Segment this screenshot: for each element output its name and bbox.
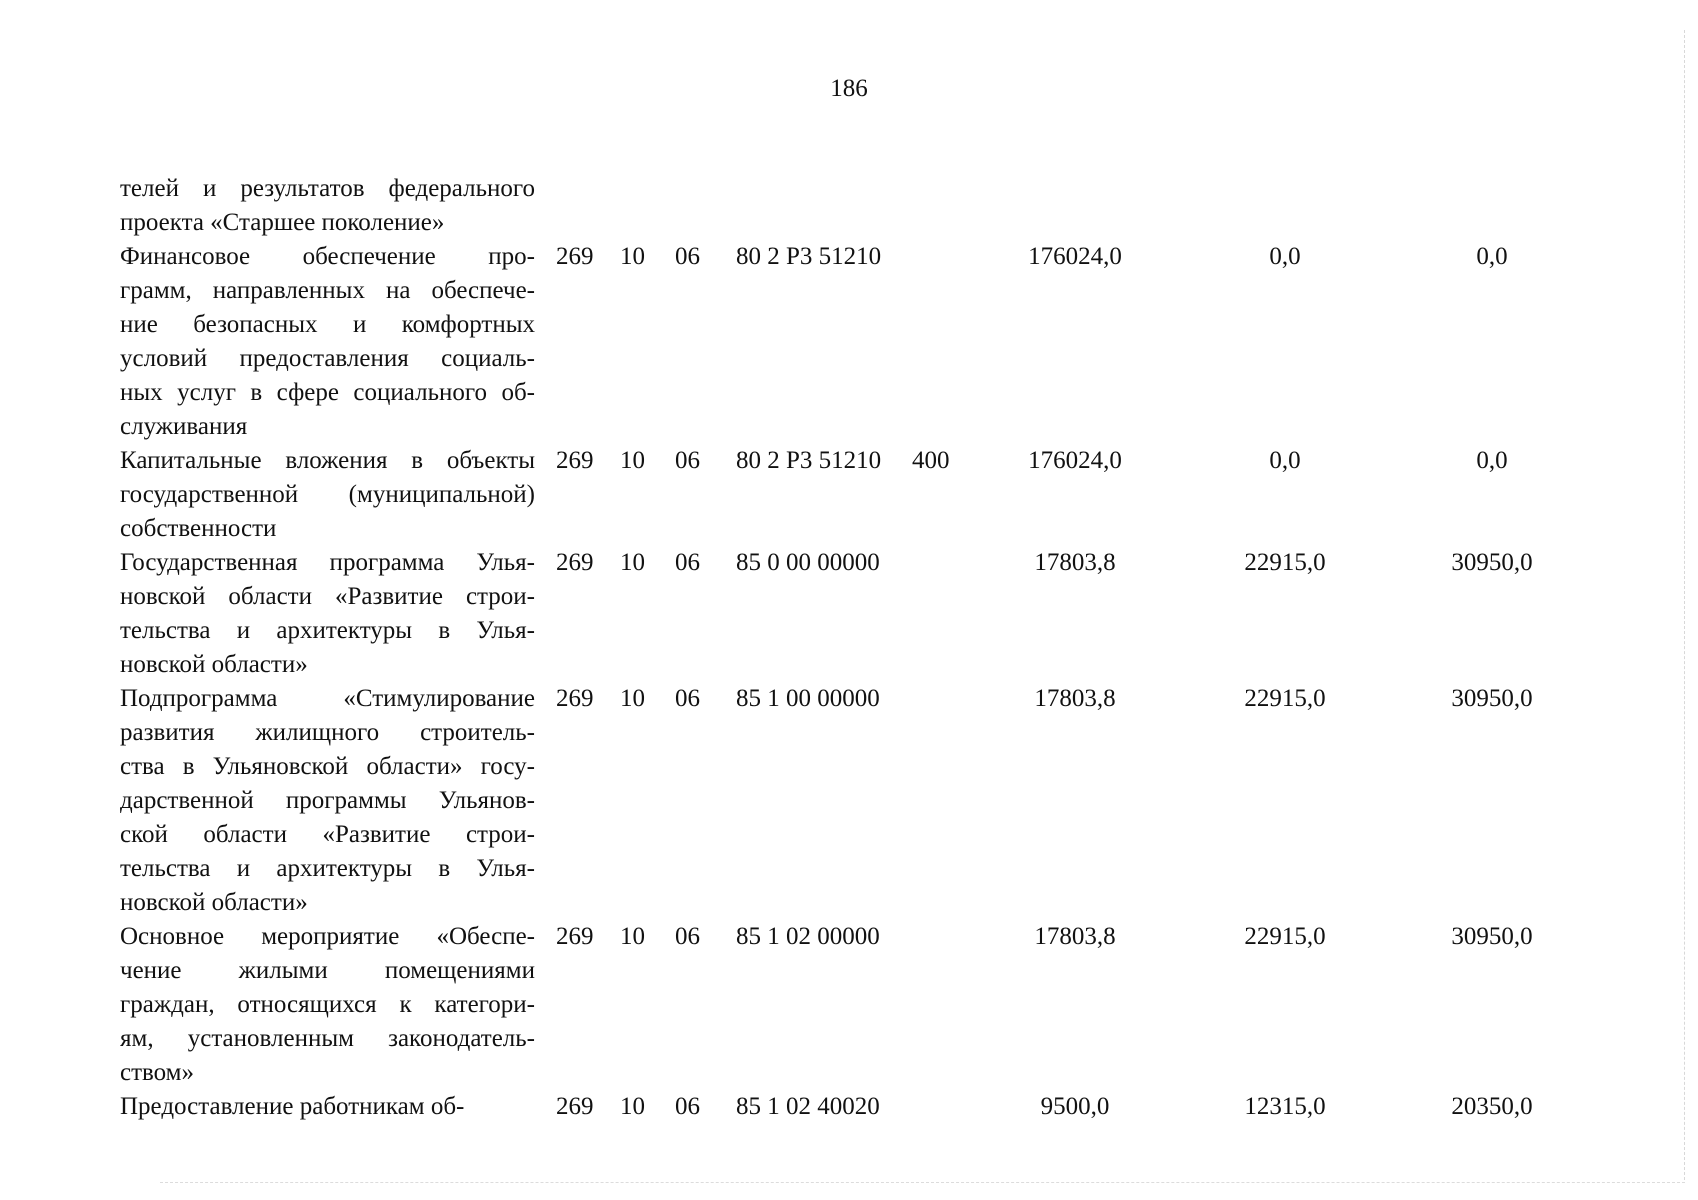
subsection-code: 06: [675, 549, 700, 576]
section-code: 10: [620, 1093, 645, 1120]
budget-table: [0, 172, 1698, 1124]
target-article-code: 85 0 00 00000: [736, 549, 880, 576]
subsection-code: 06: [675, 1093, 700, 1120]
target-article-code: 85 1 00 00000: [736, 685, 880, 712]
description-line: дарственной программы Ульянов-: [120, 787, 535, 814]
amount-year-2: 0,0: [1269, 447, 1301, 474]
grbs-code: 269: [556, 685, 594, 712]
description-line: ям, установленным законодатель-: [120, 1025, 535, 1052]
amount-year-1: 17803,8: [1034, 685, 1116, 712]
description-line: Предоставление работникам об-: [120, 1093, 465, 1120]
row-description: [120, 172, 535, 240]
subsection-code: 06: [675, 685, 700, 712]
amount-year-2: 0,0: [1269, 243, 1301, 270]
description-line: новской области «Развитие строи-: [120, 583, 535, 610]
amount-year-1: 9500,0: [1040, 1093, 1110, 1120]
description-line: собственности: [120, 515, 277, 542]
amount-year-3: 0,0: [1476, 243, 1508, 270]
description-line: новской области»: [120, 889, 308, 916]
row-description: [120, 444, 535, 546]
amount-year-3: 30950,0: [1451, 549, 1533, 576]
description-line: Подпрограмма «Стимулирование: [120, 685, 535, 712]
section-code: 10: [620, 243, 645, 270]
amount-year-3: 30950,0: [1451, 685, 1533, 712]
amount-year-1: 176024,0: [1028, 243, 1122, 270]
amount-year-1: 17803,8: [1034, 549, 1116, 576]
table-row: [0, 682, 1698, 920]
subsection-code: 06: [675, 243, 700, 270]
description-line: служивания: [120, 413, 248, 440]
description-line: чение жилыми помещениями: [120, 957, 535, 984]
subsection-code: 06: [675, 923, 700, 950]
section-code: 10: [620, 447, 645, 474]
row-description: [120, 682, 535, 920]
table-row: [0, 444, 1698, 546]
grbs-code: 269: [556, 243, 594, 270]
description-line: ние безопасных и комфортных: [120, 311, 535, 338]
grbs-code: 269: [556, 1093, 594, 1120]
grbs-code: 269: [556, 549, 594, 576]
scan-edge-line: [1684, 30, 1686, 1180]
table-row: [0, 1090, 1698, 1124]
description-line: государственной (муниципальной): [120, 481, 535, 508]
description-line: Государственная программа Улья-: [120, 549, 535, 576]
grbs-code: 269: [556, 923, 594, 950]
description-line: телей и результатов федерального: [120, 175, 535, 202]
amount-year-3: 30950,0: [1451, 923, 1533, 950]
row-description: [120, 546, 535, 682]
target-article-code: 85 1 02 00000: [736, 923, 880, 950]
section-code: 10: [620, 923, 645, 950]
page-number: 186: [830, 75, 868, 102]
table-row: [0, 172, 1698, 240]
description-line: граждан, относящихся к категори-: [120, 991, 535, 1018]
amount-year-2: 22915,0: [1244, 685, 1326, 712]
amount-year-1: 176024,0: [1028, 447, 1122, 474]
description-line: ных услуг в сфере социального об-: [120, 379, 535, 406]
amount-year-2: 12315,0: [1244, 1093, 1326, 1120]
amount-year-1: 17803,8: [1034, 923, 1116, 950]
description-line: ской области «Развитие строи-: [120, 821, 535, 848]
description-line: грамм, направленных на обеспече-: [120, 277, 535, 304]
table-row: [0, 546, 1698, 682]
target-article-code: 80 2 P3 51210: [736, 243, 882, 270]
amount-year-3: 0,0: [1476, 447, 1508, 474]
description-line: Капитальные вложения в объекты: [120, 447, 535, 474]
amount-year-3: 20350,0: [1451, 1093, 1533, 1120]
row-description: [120, 920, 535, 1090]
target-article-code: 80 2 P3 51210: [736, 447, 882, 474]
description-line: тельства и архитектуры в Улья-: [120, 617, 535, 644]
description-line: Основное мероприятие «Обеспе-: [120, 923, 535, 950]
expense-type-code: 400: [912, 447, 950, 474]
row-description: [120, 240, 535, 444]
section-code: 10: [620, 549, 645, 576]
table-row: [0, 920, 1698, 1090]
target-article-code: 85 1 02 40020: [736, 1093, 880, 1120]
amount-year-2: 22915,0: [1244, 549, 1326, 576]
subsection-code: 06: [675, 447, 700, 474]
description-line: Финансовое обеспечение про-: [120, 243, 535, 270]
row-description: [120, 1090, 535, 1124]
description-line: тельства и архитектуры в Улья-: [120, 855, 535, 882]
amount-year-2: 22915,0: [1244, 923, 1326, 950]
scan-bottom-line: [160, 1182, 1685, 1184]
table-row: [0, 240, 1698, 444]
description-line: ства в Ульяновской области» госу-: [120, 753, 535, 780]
description-line: проекта «Старшее поколение»: [120, 209, 445, 236]
grbs-code: 269: [556, 447, 594, 474]
description-line: развития жилищного строитель-: [120, 719, 535, 746]
section-code: 10: [620, 685, 645, 712]
description-line: условий предоставления социаль-: [120, 345, 535, 372]
description-line: ством»: [120, 1059, 194, 1086]
description-line: новской области»: [120, 651, 308, 678]
